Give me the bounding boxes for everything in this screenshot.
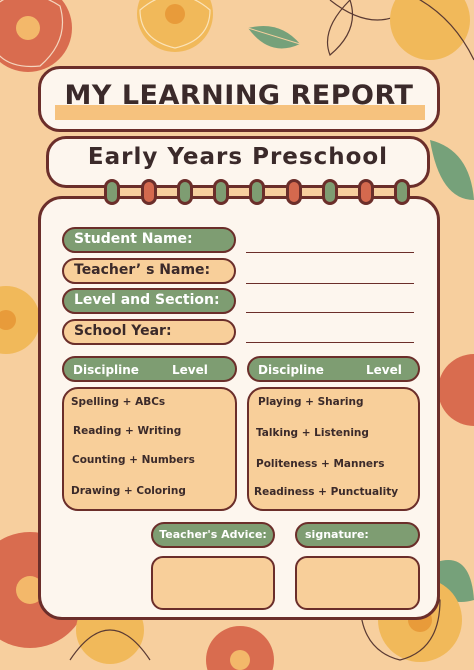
binder-ring-icon xyxy=(104,179,120,205)
binder-ring-icon xyxy=(213,179,229,205)
list-item: Playing + Sharing xyxy=(258,396,364,408)
list-item: Readiness + Punctuality xyxy=(254,486,399,498)
right-table-header xyxy=(247,356,420,382)
teacher-name-line[interactable] xyxy=(246,283,414,284)
list-item: Counting + Numbers xyxy=(72,454,195,466)
binder-ring-icon xyxy=(322,179,338,205)
binder-ring-icon xyxy=(177,179,193,205)
binder-ring-icon xyxy=(286,179,302,205)
student-name-line[interactable] xyxy=(246,252,414,253)
binder-ring-icon xyxy=(358,179,374,205)
flower-right-middle-icon xyxy=(438,354,474,426)
page-title: MY LEARNING REPORT xyxy=(64,80,414,111)
school-year-line[interactable] xyxy=(246,342,414,343)
list-item: Drawing + Coloring xyxy=(71,485,186,497)
list-item: Talking + Listening xyxy=(256,427,369,439)
teacher-name-label: Teacher’ s Name: xyxy=(62,258,236,284)
discipline-header: Discipline xyxy=(73,363,139,377)
flower-top-right-icon xyxy=(248,0,474,60)
left-table-header xyxy=(62,356,237,382)
level-header: Level xyxy=(172,363,208,377)
page-subtitle: Early Years Preschool xyxy=(87,144,389,170)
flower-bottom-center-icon xyxy=(206,626,274,670)
teachers-advice-box[interactable] xyxy=(151,556,275,610)
list-item: Politeness + Manners xyxy=(256,458,385,470)
flower-left-middle-icon xyxy=(0,286,40,354)
level-section-line[interactable] xyxy=(246,312,414,313)
binder-ring-icon xyxy=(394,179,410,205)
teachers-advice-label: Teacher's Advice: xyxy=(151,522,275,548)
flower-top-left-icon xyxy=(0,0,72,72)
flower-top-center-icon xyxy=(137,0,213,52)
school-year-label: School Year: xyxy=(62,319,236,345)
list-item: Reading + Writing xyxy=(73,425,182,437)
discipline-header: Discipline xyxy=(258,363,324,377)
signature-label: signature: xyxy=(295,522,420,548)
binder-ring-icon xyxy=(249,179,265,205)
list-item: Spelling + ABCs xyxy=(71,396,166,408)
level-section-label: Level and Section: xyxy=(62,288,236,314)
binder-ring-icon xyxy=(141,179,157,205)
leaf-right-icon xyxy=(430,140,474,200)
signature-box[interactable] xyxy=(295,556,420,610)
student-name-label: Student Name: xyxy=(62,227,236,253)
level-header: Level xyxy=(366,363,402,377)
